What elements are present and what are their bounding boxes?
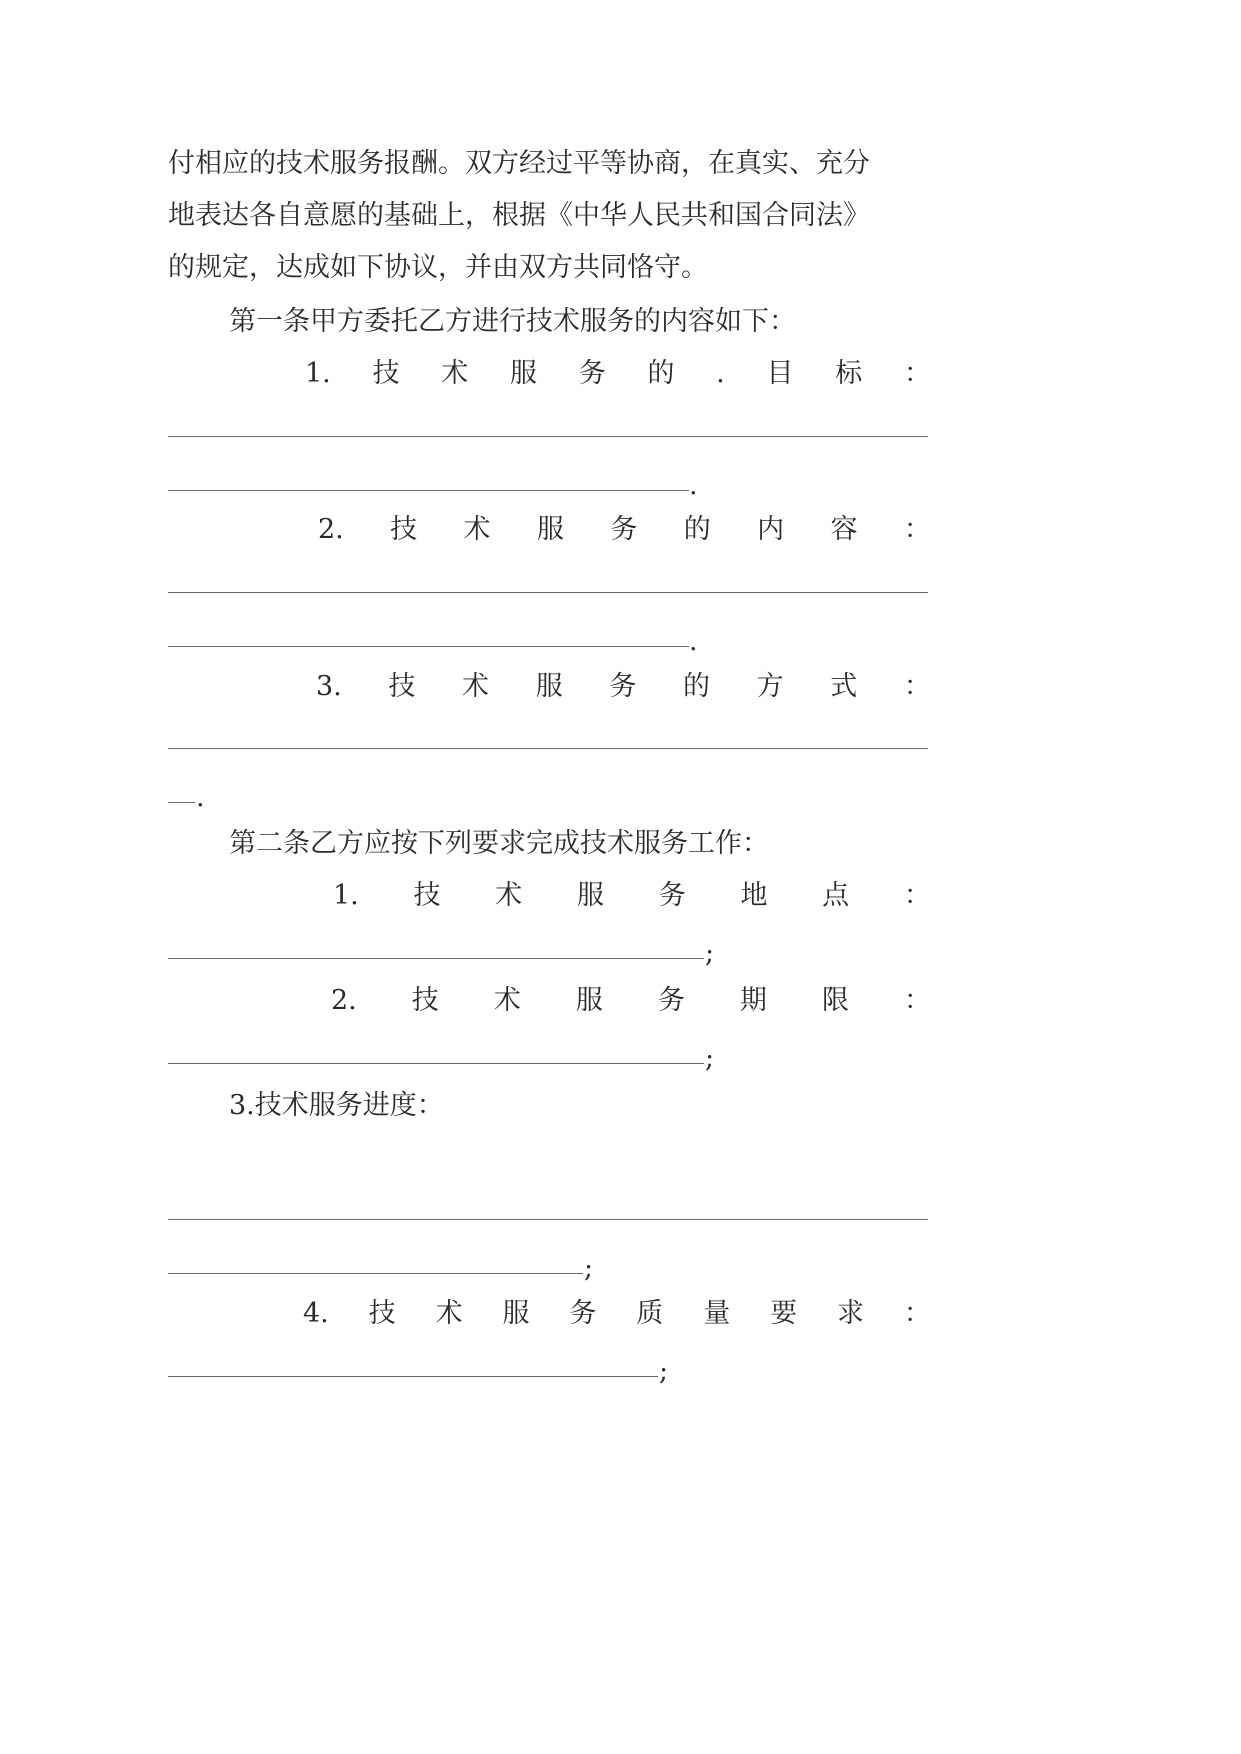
label-char: 的 bbox=[647, 358, 675, 389]
label-char: 术 bbox=[435, 1298, 463, 1329]
label-char: ： bbox=[903, 985, 931, 1016]
fill-in-blank-line bbox=[168, 490, 689, 491]
label-char: 质 bbox=[636, 1298, 664, 1329]
label-char: 点 bbox=[822, 880, 850, 911]
label-char: ： bbox=[903, 671, 931, 702]
label-char: 3. bbox=[316, 671, 342, 702]
label-char: . bbox=[716, 358, 725, 389]
article-2-item-4-label bbox=[303, 1294, 931, 1334]
fill-in-blank-line bbox=[168, 646, 689, 647]
label-char: 术 bbox=[462, 671, 490, 702]
label-char: 服 bbox=[575, 985, 603, 1016]
label-char: 标 bbox=[835, 358, 863, 389]
label-char: 技 bbox=[390, 514, 418, 545]
blank-end-semicolon: ; bbox=[659, 1356, 669, 1387]
label-char: ： bbox=[903, 514, 931, 545]
label-char: 服 bbox=[535, 671, 563, 702]
blank-end-semicolon: ; bbox=[584, 1253, 594, 1284]
label-char: 的 bbox=[683, 514, 711, 545]
label-char: 技 bbox=[413, 880, 441, 911]
label-char: 式 bbox=[830, 671, 858, 702]
fill-in-blank-line bbox=[168, 1273, 583, 1274]
paragraph-line-1: 付相应的技术服务报酬。双方经过平等协商，在真实、充分 bbox=[168, 148, 870, 179]
label-char: 服 bbox=[576, 880, 604, 911]
blank-end-period: . bbox=[689, 626, 698, 657]
blank-end-period: . bbox=[196, 782, 205, 813]
label-char: 术 bbox=[493, 985, 521, 1016]
label-char: 要 bbox=[770, 1298, 798, 1329]
paragraph-line-2: 地表达各自意愿的基础上，根据《中华人民共和国合同法》 bbox=[168, 200, 870, 231]
label-char: 技 bbox=[368, 1298, 396, 1329]
label-char: ： bbox=[903, 1298, 931, 1329]
fill-in-blank-line bbox=[168, 436, 928, 437]
label-char: 术 bbox=[441, 358, 469, 389]
fill-in-blank-line bbox=[168, 1063, 704, 1064]
paragraph-line-3: 的规定，达成如下协议，并由双方共同恪守。 bbox=[168, 252, 708, 283]
article-2-item-2-label bbox=[331, 981, 931, 1021]
label-char: 4. bbox=[303, 1298, 329, 1329]
label-char: 2. bbox=[331, 985, 357, 1016]
fill-in-blank-line bbox=[168, 1376, 658, 1377]
label-char: 技 bbox=[388, 671, 416, 702]
label-char: 容 bbox=[830, 514, 858, 545]
label-char: 务 bbox=[658, 880, 686, 911]
label-char: 期 bbox=[739, 985, 767, 1016]
label-char: 务 bbox=[657, 985, 685, 1016]
label-char: 技 bbox=[372, 358, 400, 389]
label-char: 的 bbox=[682, 671, 710, 702]
fill-in-blank-line bbox=[168, 802, 195, 803]
article-1-item-3-label bbox=[316, 667, 931, 707]
article-2-heading: 第二条乙方应按下列要求完成技术服务工作： bbox=[229, 828, 769, 859]
article-2-item-1-label bbox=[333, 876, 931, 916]
fill-in-blank-line bbox=[168, 1219, 928, 1220]
article-2-item-3-label: 3.技术服务进度： bbox=[229, 1090, 444, 1121]
label-char: 1. bbox=[333, 880, 359, 911]
label-char: 方 bbox=[756, 671, 784, 702]
fill-in-blank-line bbox=[168, 748, 928, 749]
label-char: 2. bbox=[318, 514, 344, 545]
label-char: 术 bbox=[463, 514, 491, 545]
label-char: 务 bbox=[578, 358, 606, 389]
label-char: 务 bbox=[609, 671, 637, 702]
label-char: 1. bbox=[305, 358, 331, 389]
blank-end-period: . bbox=[689, 470, 698, 501]
label-char: 目 bbox=[766, 358, 794, 389]
article-1-item-1-label bbox=[305, 354, 931, 394]
blank-end-semicolon: ; bbox=[705, 1043, 715, 1074]
label-char: 地 bbox=[740, 880, 768, 911]
fill-in-blank-line bbox=[168, 592, 928, 593]
label-char: 量 bbox=[703, 1298, 731, 1329]
fill-in-blank-line bbox=[168, 958, 704, 959]
article-1-item-2-label bbox=[318, 510, 931, 550]
blank-end-semicolon: ; bbox=[705, 938, 715, 969]
label-char: 服 bbox=[536, 514, 564, 545]
label-char: 服 bbox=[509, 358, 537, 389]
label-char: 务 bbox=[569, 1298, 597, 1329]
label-char: ： bbox=[903, 358, 931, 389]
label-char: 技 bbox=[411, 985, 439, 1016]
label-char: 求 bbox=[837, 1298, 865, 1329]
label-char: 内 bbox=[757, 514, 785, 545]
label-char: ： bbox=[903, 880, 931, 911]
label-char: 服 bbox=[502, 1298, 530, 1329]
label-char: 术 bbox=[495, 880, 523, 911]
label-char: 务 bbox=[610, 514, 638, 545]
label-char: 限 bbox=[821, 985, 849, 1016]
article-1-heading: 第一条甲方委托乙方进行技术服务的内容如下： bbox=[229, 306, 796, 337]
